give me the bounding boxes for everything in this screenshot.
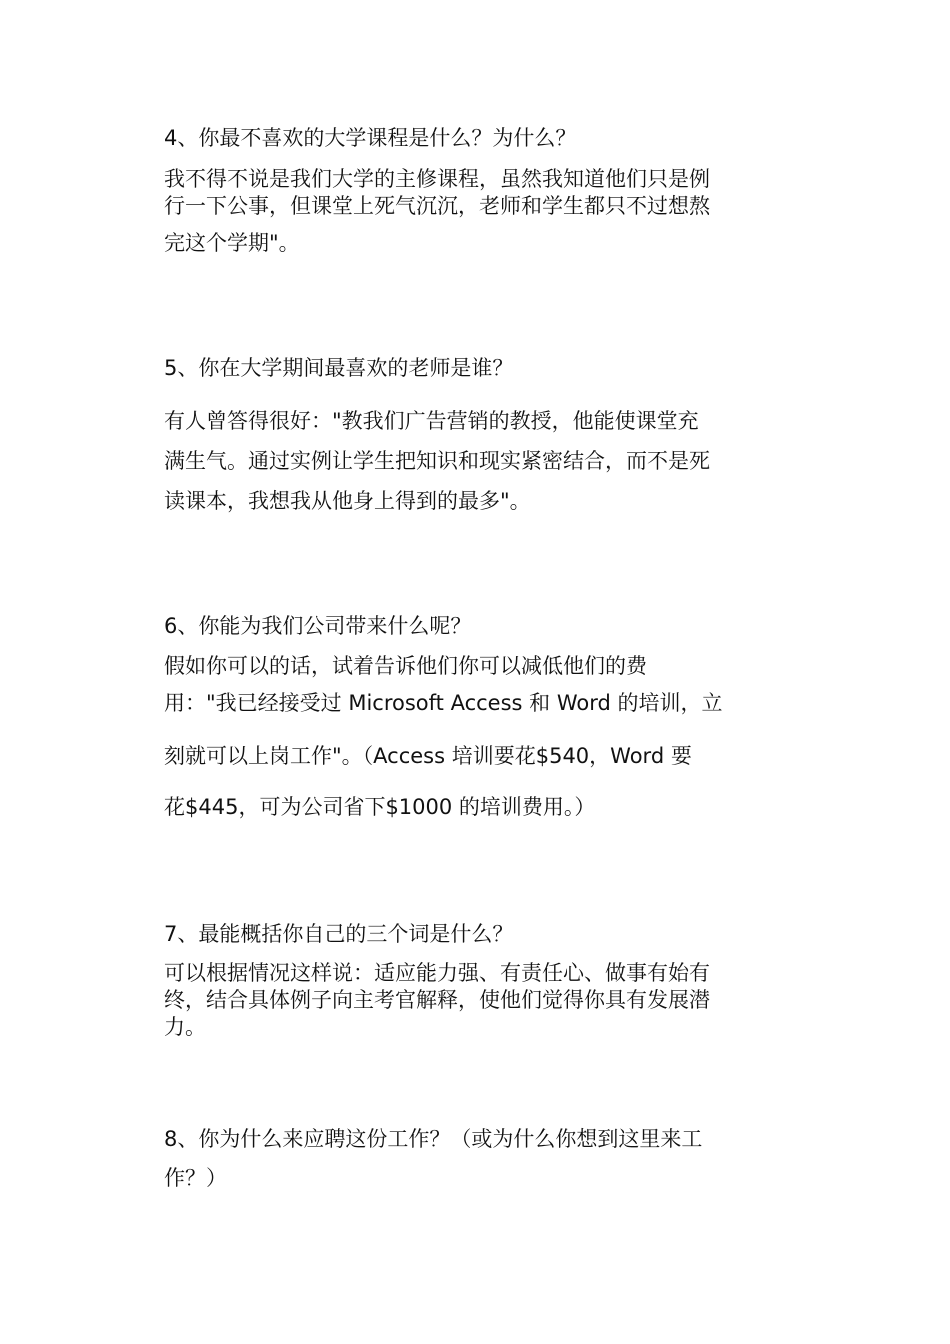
answer-7-line-1: 可以根据情况这样说：适应能力强、有责任心、做事有始有	[164, 961, 710, 985]
answer-6-line-2: 用："我已经接受过 Microsoft Access 和 Word 的培训，立	[164, 691, 723, 715]
question-8-line-2: 作？）	[164, 1166, 227, 1190]
answer-5-line-3: 读课本，我想我从他身上得到的最多"。	[164, 489, 531, 513]
question-4: 4、你最不喜欢的大学课程是什么？为什么？	[164, 126, 577, 150]
question-8-line-1: 8、你为什么来应聘这份工作？（或为什么你想到这里来工	[164, 1127, 703, 1151]
answer-7-line-2: 终，结合具体例子向主考官解释，使他们觉得你具有发展潜	[164, 988, 710, 1012]
question-7: 7、最能概括你自己的三个词是什么？	[164, 922, 514, 946]
answer-7-line-3: 力。	[164, 1015, 206, 1039]
question-6: 6、你能为我们公司带来什么呢？	[164, 614, 472, 638]
answer-6-line-1: 假如你可以的话，试着告诉他们你可以减低他们的费	[164, 654, 647, 678]
question-5: 5、你在大学期间最喜欢的老师是谁？	[164, 356, 514, 380]
answer-5-line-2: 满生气。通过实例让学生把知识和现实紧密结合，而不是死	[164, 449, 710, 473]
answer-6-line-3: 刻就可以上岗工作"。（Access 培训要花$540，Word 要	[164, 744, 692, 768]
answer-4-line-3: 完这个学期"。	[164, 231, 300, 255]
answer-6-line-4: 花$445，可为公司省下$1000 的培训费用。）	[164, 795, 596, 819]
answer-4-line-1: 我不得不说是我们大学的主修课程，虽然我知道他们只是例	[164, 167, 710, 191]
answer-5-line-1: 有人曾答得很好："教我们广告营销的教授，他能使课堂充	[164, 409, 699, 433]
answer-4-line-2: 行一下公事，但课堂上死气沉沉，老师和学生都只不过想熬	[164, 194, 710, 218]
